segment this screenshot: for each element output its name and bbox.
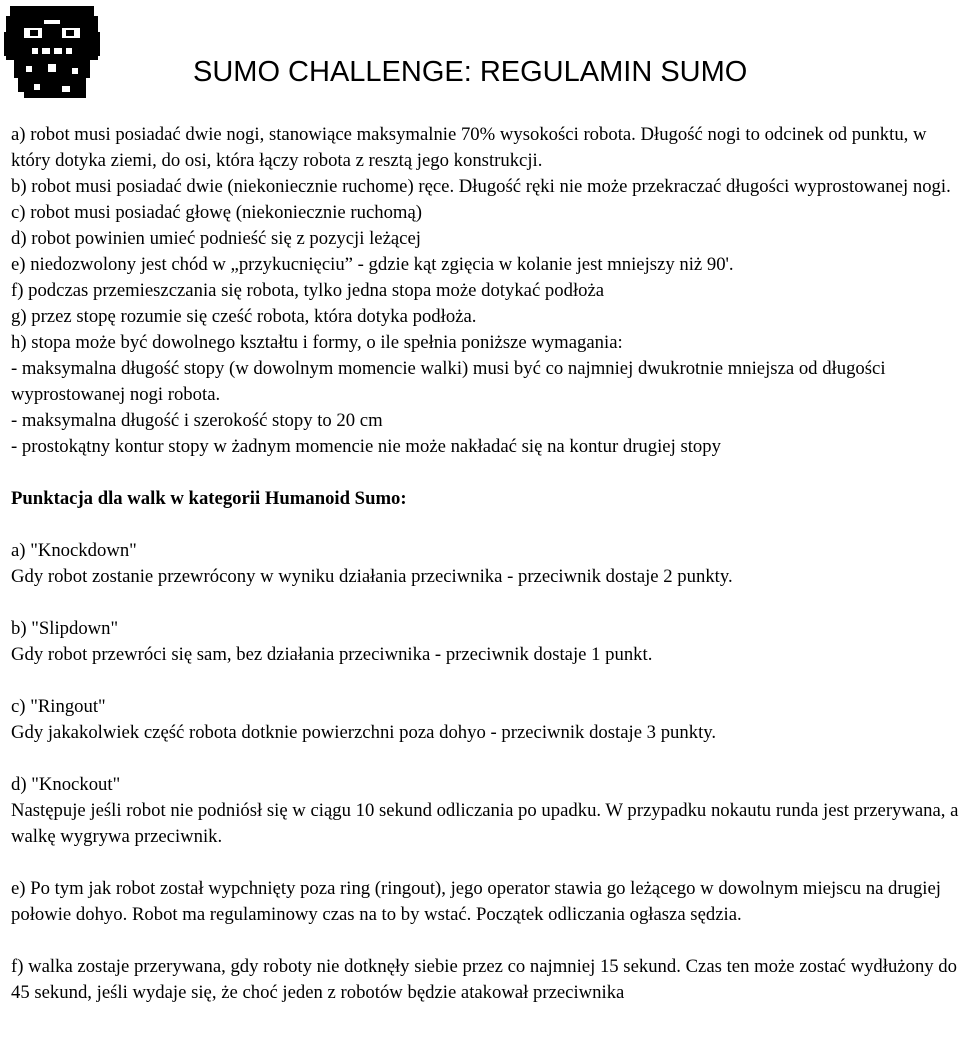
rule-e: e) niedozwolony jest chód w „przykucnięciu” - gdzie kąt zgięcia w kolanie jest mniejszy niż 90'.	[11, 254, 734, 275]
rule-b: b) robot musi posiadać dwie (niekoniecznie ruchome) ręce. Długość ręki nie może przekraczać długości wyprostowanej nogi.	[11, 176, 951, 197]
scoring-label-ringout: c) "Ringout"	[11, 696, 106, 717]
scoring-text-slipdown: Gdy robot przewróci się sam, bez działania przeciwnika - przeciwnik dostaje 1 punkt.	[11, 644, 653, 665]
scoring-text-ringout: Gdy jakakolwiek część robota dotknie powierzchni poza dohyo - przeciwnik dostaje 3 punkty.	[11, 722, 717, 743]
rule-g: g) przez stopę rozumie się cześć robota, która dotyka podłoża.	[11, 306, 477, 327]
document-body	[11, 122, 959, 1006]
rule-h: h) stopa może być dowolnego kształtu i formy, o ile spełnia poniższe wymagania:	[11, 332, 623, 353]
rule-f: f) podczas przemieszczania się robota, tylko jedna stopa może dotykać podłoża	[11, 280, 605, 301]
robot-logo-icon	[4, 2, 100, 102]
scoring-heading: Punktacja dla walk w kategorii Humanoid Sumo:	[11, 488, 407, 509]
scoring-text-knockdown: Gdy robot zostanie przewrócony w wyniku działania przeciwnika - przeciwnik dostaje 2 punkty.	[11, 566, 733, 587]
scoring-label-knockdown: a) "Knockdown"	[11, 540, 137, 561]
rule-d: d) robot powinien umieć podnieść się z pozycji leżącej	[11, 228, 421, 249]
scoring-label-slipdown: b) "Slipdown"	[11, 618, 119, 639]
rule-h-3: - prostokątny kontur stopy w żadnym momencie nie może nakładać się na kontur drugiej stopy	[11, 436, 721, 457]
rule-h-1: - maksymalna długość stopy (w dowolnym momencie walki) musi być co najmniej dwukrotnie mniejsza od długości wyprostowanej nogi robota.	[11, 358, 886, 405]
scoring-text-knockout: Następuje jeśli robot nie podniósł się w ciągu 10 sekund odliczania po upadku. W przypadku nokautu runda jest przerywana, a walkę wygrywa przeciwnik.	[11, 800, 959, 847]
rule-a: a) robot musi posiadać dwie nogi, stanowiące maksymalnie 70% wysokości robota. Długość nogi to odcinek od punktu, w który dotyka ziemi, do osi, która łączy robota z resztą jego konstrukcji.	[11, 124, 927, 171]
rule-ringout-procedure: e) Po tym jak robot został wypchnięty poza ring (ringout), jego operator stawia go leżącego w dowolnym miejscu na drugiej połowie dohyo. Robot ma regulaminowy czas na to by wstać. Początek odliczania ogłasza sędzia.	[11, 878, 941, 925]
rule-c: c) robot musi posiadać głowę (niekoniecznie ruchomą)	[11, 202, 422, 223]
scoring-label-knockout: d) "Knockout"	[11, 774, 121, 795]
page-title: SUMO CHALLENGE: REGULAMIN SUMO	[193, 56, 748, 88]
rule-h-2: - maksymalna długość i szerokość stopy to 20 cm	[11, 410, 383, 431]
rule-pause-timeout: f) walka zostaje przerywana, gdy roboty nie dotknęły siebie przez co najmniej 15 sekund. Czas ten może zostać wydłużony do 45 sekund, jeśli wydaje się, że choć jeden z robotów będzie atakował przeciwnika	[11, 956, 957, 1003]
